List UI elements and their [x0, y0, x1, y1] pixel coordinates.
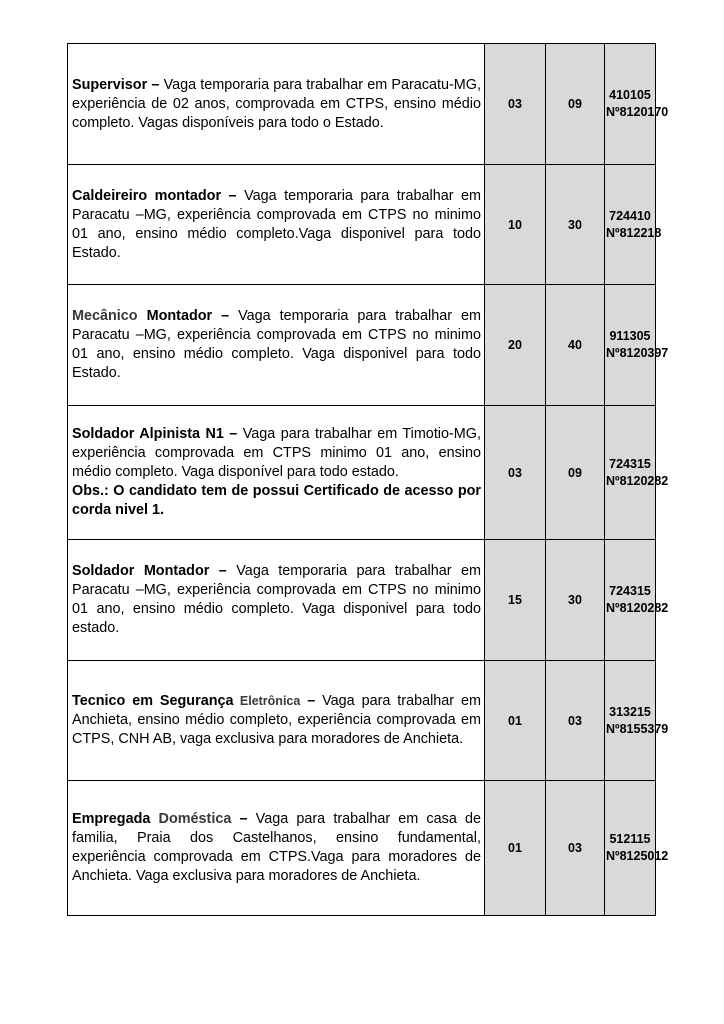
job-title: Montador – [137, 308, 230, 324]
job-title-highlight: Eletrônica [233, 694, 301, 708]
job-text: Vaga para trabalhar em Timotio-MG, experiência comprovada em CTPS minimo 01 ano, ensino médio completo. Vaga disponível para todo estado. [72, 426, 481, 480]
job-note: Obs.: O candidato tem de possui Certificado de acesso por corda nivel 1. [72, 483, 481, 518]
job-row-soldador-alpinista [68, 406, 656, 540]
job-description [68, 165, 485, 285]
job-text: Vaga temporaria para trabalhar em Paracatu –MG, experiência comprovada em CTPS no minimo 01 ano, ensino médio completo. Vaga disponivel para todo Estado. [72, 308, 481, 381]
job-code-cell [605, 165, 662, 285]
job-qty-1: 20 [485, 285, 546, 406]
job-title-dash: – [300, 693, 316, 709]
job-description [68, 661, 485, 781]
job-row-supervisor [68, 44, 656, 165]
job-row-tecnico-seguranca [68, 661, 656, 781]
job-title: Soldador Alpinista N1 – [72, 426, 238, 442]
job-code: 911305 [609, 329, 651, 343]
job-text: Vaga temporaria para trabalhar em Paracatu –MG, experiência comprovada em CTPS no minimo 01 ano, ensino médio completo. Vaga disponivel para todo estado. [72, 563, 481, 636]
job-title-highlight: Doméstica [150, 811, 232, 827]
job-code: 724315 [609, 456, 651, 471]
job-ref: Nº812218 [606, 225, 662, 240]
job-code-cell [605, 781, 669, 916]
job-text: Vaga temporaria para trabalhar em Paracatu –MG, experiência comprovada em CTPS no minimo 01 ano, ensino médio completo.Vaga disponivel para todo Estado. [72, 187, 482, 261]
job-description [68, 781, 485, 916]
job-ref: Nº8120397 [606, 346, 669, 360]
job-qty-2: 30 [546, 540, 605, 661]
job-description [68, 285, 485, 406]
job-code-cell [605, 661, 669, 781]
job-qty-2: 09 [546, 406, 605, 540]
job-title: Supervisor – [72, 76, 160, 93]
job-qty-1: 03 [485, 44, 546, 165]
job-qty-2: 40 [546, 285, 605, 406]
job-description [68, 540, 485, 661]
job-ref: Nº8120282 [606, 601, 669, 615]
job-qty-2: 03 [546, 661, 605, 781]
job-code: 724315 [609, 584, 651, 598]
job-code: 512115 [609, 832, 651, 846]
job-code-cell [605, 406, 669, 540]
job-qty-1: 01 [485, 781, 546, 916]
job-code: 313215 [609, 704, 651, 719]
job-row-caldeireiro [68, 165, 656, 285]
job-ref: Nº8120170 [606, 105, 669, 119]
job-row-soldador-montador [68, 540, 656, 661]
job-ref: Nº8120282 [606, 473, 669, 488]
job-code-cell [605, 285, 669, 406]
job-title: Caldeireiro montador – [72, 187, 237, 204]
job-description [68, 406, 485, 540]
job-qty-1: 10 [485, 165, 546, 285]
jobs-table [67, 43, 669, 916]
job-code-cell [605, 44, 669, 165]
job-qty-1: 03 [485, 406, 546, 540]
job-code-cell [605, 540, 669, 661]
job-qty-2: 09 [546, 44, 605, 165]
job-row-empregada-domestica [68, 781, 656, 916]
job-text: Vaga temporaria para trabalhar em Paracatu-MG, experiência de 02 anos, comprovada em CTPS, ensino médio completo. Vagas disponíveis para todo o Estado. [72, 76, 481, 131]
job-qty-1: 01 [485, 661, 546, 781]
job-ref: Nº8155379 [606, 721, 669, 736]
job-description [68, 44, 485, 165]
job-qty-2: 30 [546, 165, 605, 285]
job-row-mecanico [68, 285, 656, 406]
job-title: Tecnico em Segurança [72, 693, 234, 709]
job-qty-2: 03 [546, 781, 605, 916]
job-ref: Nº8125012 [606, 849, 669, 863]
job-code: 724410 [609, 208, 651, 223]
job-text: Vaga para trabalhar em Anchieta, ensino médio completo, experiência comprovada em CTPS, CNH AB, vaga exclusiva para moradores de Anchieta. [72, 693, 481, 747]
job-code: 410105 [609, 88, 651, 102]
job-title-dash: – [231, 811, 248, 827]
job-text: Vaga para trabalhar em casa de familia, Praia dos Castelhanos, ensino fundamental, experiência comprovada em CTPS.Vaga para moradores de Anchieta. Vaga exclusiva para moradores de Anchieta. [72, 811, 481, 884]
job-title: Soldador Montador – [72, 563, 227, 579]
job-title-highlight: Mecânico [72, 308, 138, 324]
job-qty-1: 15 [485, 540, 546, 661]
job-title: Empregada [72, 811, 151, 827]
